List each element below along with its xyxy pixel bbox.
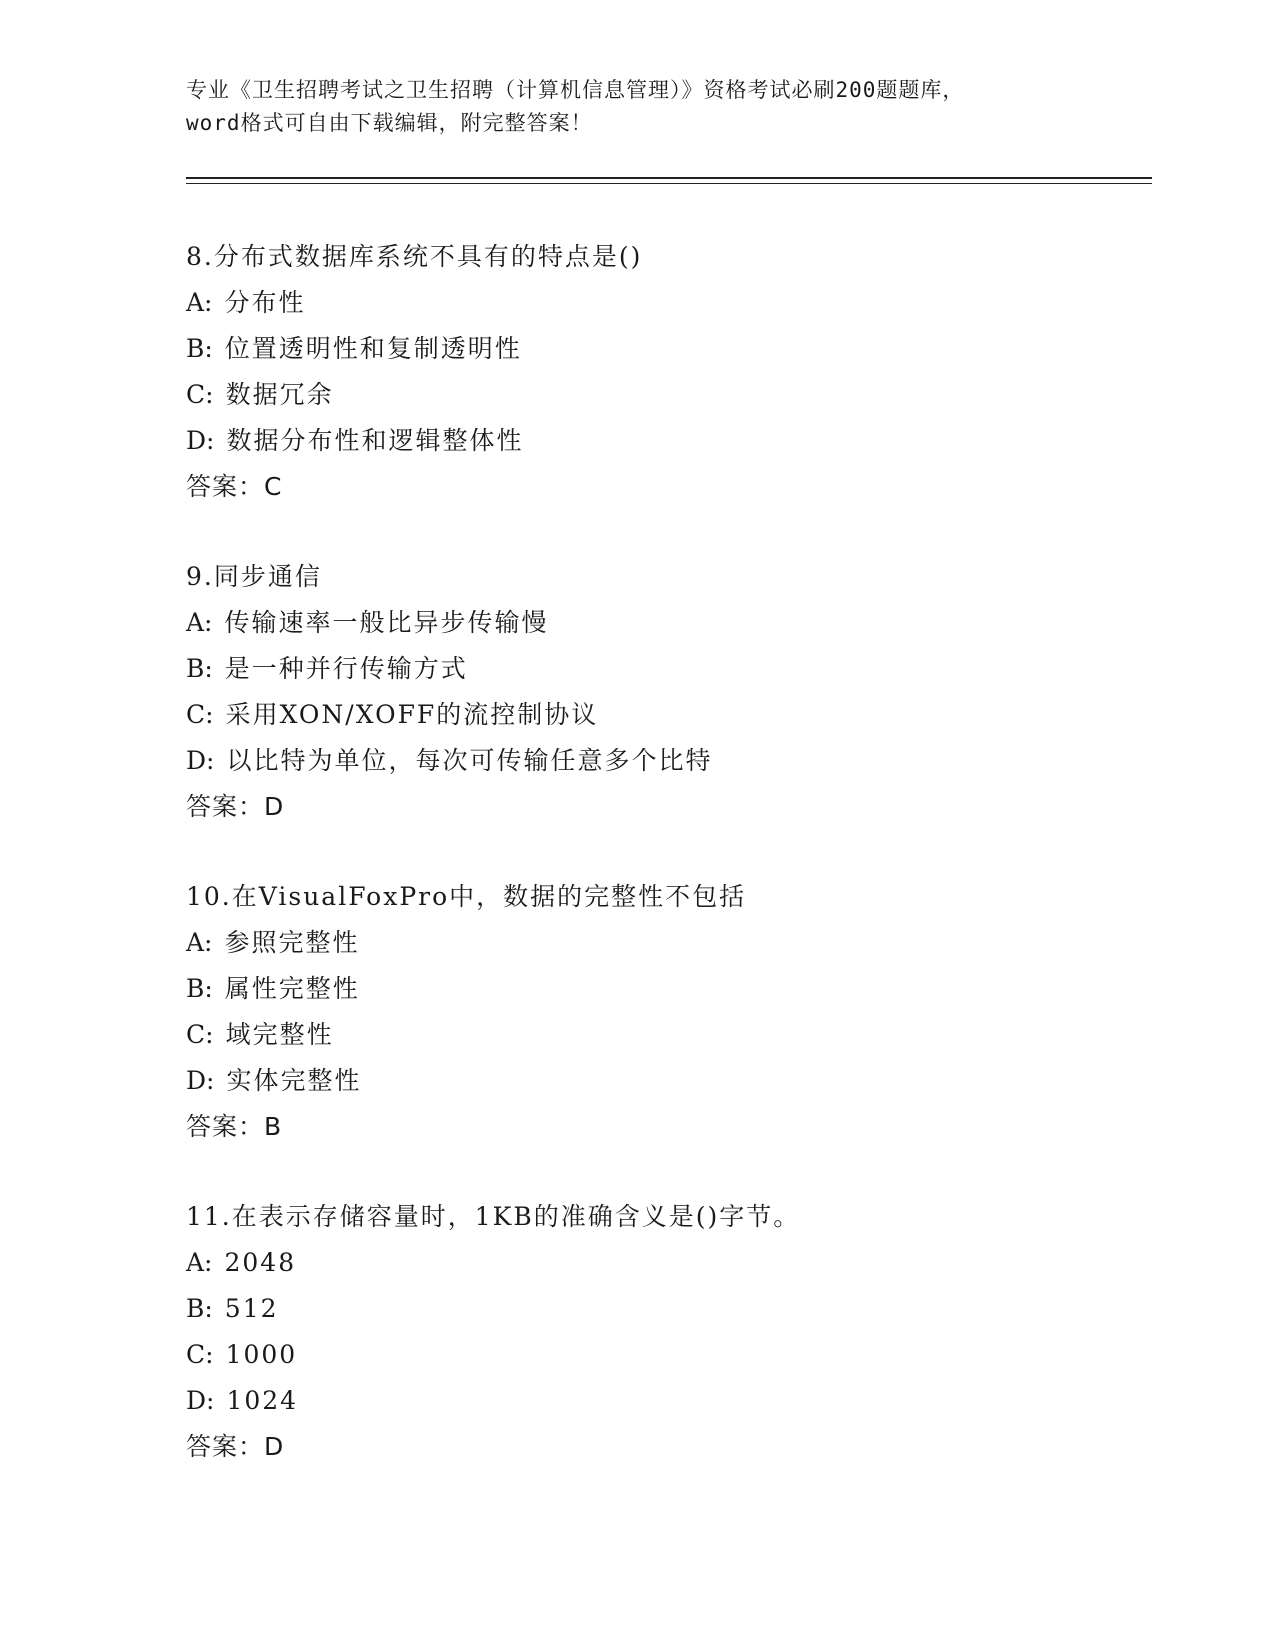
answer-line: 答案：D [186, 792, 285, 821]
option-letter: D: [186, 1066, 215, 1095]
option-text: 以比特为单位，每次可传输任意多个比特 [226, 746, 713, 775]
option-text: 是一种并行传输方式 [224, 654, 468, 683]
option-text: 传输速率一般比异步传输慢 [224, 608, 549, 637]
option-letter: C: [186, 1020, 214, 1049]
option-letter: B: [186, 974, 213, 1003]
option-letter: A: [186, 288, 213, 317]
option-letter: B: [186, 334, 213, 363]
header-rule-thin [186, 183, 1152, 184]
option-text: 实体完整性 [226, 1066, 362, 1095]
answer-line: 答案：C [186, 472, 283, 501]
question-stem: 9.同步通信 [186, 562, 322, 591]
option-a [186, 600, 1136, 646]
option-text: 域完整性 [225, 1020, 334, 1049]
option-b [186, 646, 1136, 692]
option-letter: D: [186, 746, 215, 775]
option-a [186, 280, 1136, 326]
option-b [186, 1286, 1136, 1332]
option-text: 位置透明性和复制透明性 [224, 334, 522, 363]
answer-line: 答案：D [186, 1432, 285, 1461]
option-text: 采用XON/XOFF的流控制协议 [225, 700, 599, 729]
header-title-line-1: 专业《卫生招聘考试之卫生招聘（计算机信息管理）》资格考试必刷200题题库， [186, 78, 965, 102]
option-letter: C: [186, 700, 214, 729]
option-c [186, 372, 1136, 418]
option-b [186, 326, 1136, 372]
option-letter: A: [186, 1248, 213, 1277]
option-letter: C: [186, 1340, 214, 1369]
option-c [186, 1012, 1136, 1058]
question-stem: 8.分布式数据库系统不具有的特点是() [186, 242, 643, 271]
option-d [186, 1058, 1136, 1104]
document-header [186, 74, 1086, 140]
question-block [186, 554, 1136, 830]
option-a [186, 1240, 1136, 1286]
option-b [186, 966, 1136, 1012]
option-letter: A: [186, 608, 213, 637]
question-stem: 10.在VisualFoxPro中，数据的完整性不包括 [186, 882, 747, 911]
option-text: 1024 [226, 1386, 299, 1415]
option-letter: C: [186, 380, 214, 409]
option-c [186, 692, 1136, 738]
option-text: 分布性 [224, 288, 306, 317]
option-letter: B: [186, 654, 213, 683]
option-text: 属性完整性 [224, 974, 360, 1003]
question-block [186, 234, 1136, 510]
option-text: 数据分布性和逻辑整体性 [226, 426, 524, 455]
option-text: 参照完整性 [224, 928, 360, 957]
option-a [186, 920, 1136, 966]
question-stem: 11.在表示存储容量时，1KB的准确含义是()字节。 [186, 1202, 801, 1231]
header-title-line-2: word格式可自由下载编辑，附完整答案！ [186, 111, 593, 135]
option-c [186, 1332, 1136, 1378]
option-letter: D: [186, 426, 215, 455]
option-letter: D: [186, 1386, 215, 1415]
option-letter: A: [186, 928, 213, 957]
answer-line: 答案：B [186, 1112, 283, 1141]
option-d [186, 738, 1136, 784]
option-text: 1000 [225, 1340, 298, 1369]
question-block [186, 1194, 1136, 1470]
question-block [186, 874, 1136, 1150]
option-d [186, 1378, 1136, 1424]
option-text: 512 [224, 1294, 279, 1323]
option-text: 数据冗余 [225, 380, 334, 409]
option-d [186, 418, 1136, 464]
option-letter: B: [186, 1294, 213, 1323]
header-rule-thick [186, 177, 1152, 179]
option-text: 2048 [224, 1248, 297, 1277]
